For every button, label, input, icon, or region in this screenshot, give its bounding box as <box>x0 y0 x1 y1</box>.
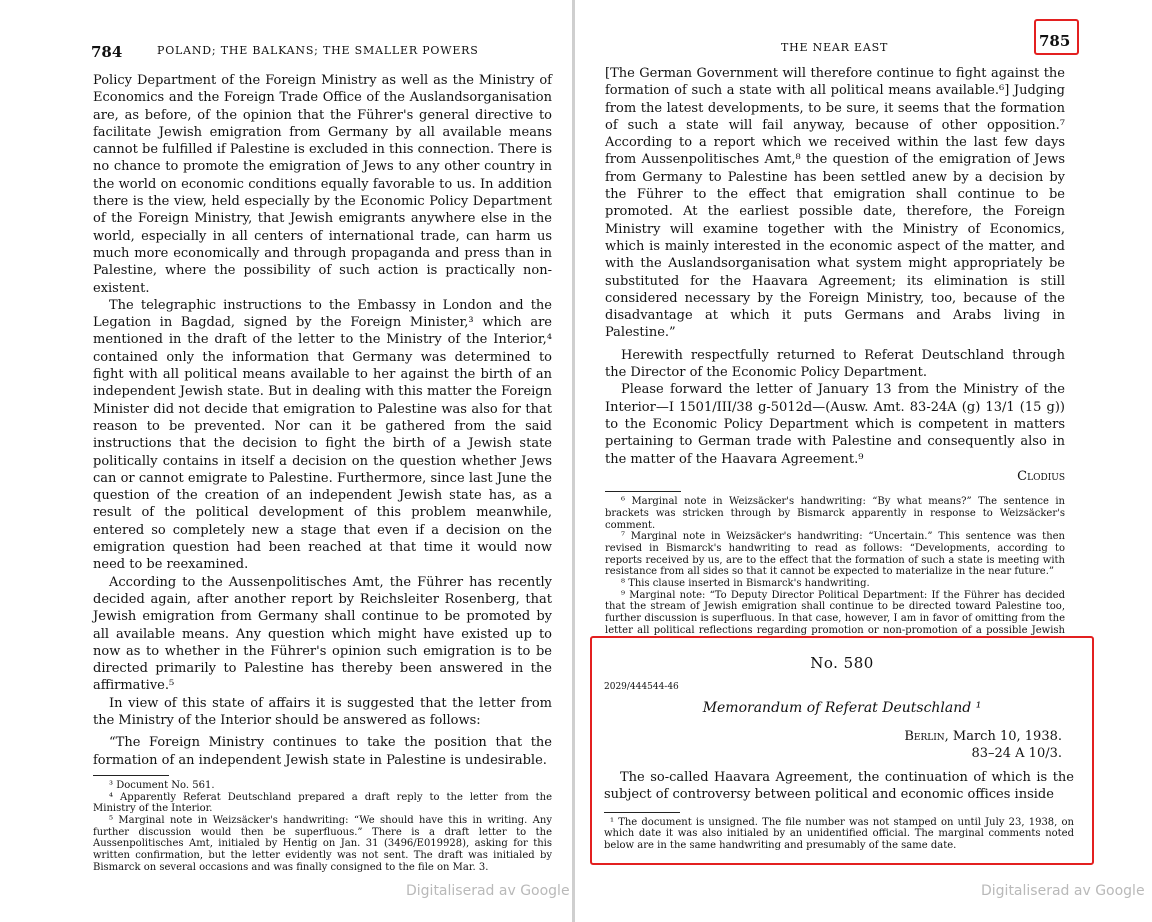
paragraph: Herewith respectfully returned to Referat Deutschland through the Director of the Economic Policy Department. <box>605 347 1065 381</box>
footnote: ⁸ This clause inserted in Bismarck's handwriting. <box>621 578 870 590</box>
file-number: 2029/444544-46 <box>604 682 679 692</box>
paragraph: “The Foreign Ministry continues to take the position that the formation of an independent Jewish state in Palestine is undesirable. <box>93 735 552 768</box>
page-number-highlight <box>1034 19 1079 55</box>
paragraph: [The German Government will therefore continue to fight against the formation of such a state with all political means available.⁶] Judging from the latest developments, to be sure, it seems that the formation of such a state will fail anyway, because of other opposition.⁷ According to a report which we received within the last few days from Aussenpolitisches Amt,⁸ the question of the emigration of Jews from Germany to Palestine has been settled anew by a decision by the Führer to the effect that emigration shall continue to be promoted. At the earliest possible date, therefore, the Foreign Ministry will examine together with the Ministry of Economics, which is mainly interested in the economic aspect of the matter, and with the Auslandsorganisation what system might appropriately be substituted for the Haavara Agreement; its elimination is still considered necessary by the Foreign Ministry, too, because of the disadvantage at which it puts Germans and Arabs living in Palestine.” <box>605 66 1065 341</box>
footnote: ⁹ Marginal note: “To Deputy Director Political Department: If the Führer has decided that the stream of Jewish emigration shall continue to be directed toward Palestine too, further discussion is superfluous. In that case, however, I am in favor of omitting from the letter all political reflections regarding promotion or non-promotion of a possible Jewish <box>605 589 1065 636</box>
right-text-column <box>605 65 1065 672</box>
paragraph: Please forward the letter of January 13 from the Ministry of the Interior—I 1501/III/38 g-5012d—(Ausw. Amt. 83-24A (g) 13/1 (15 g)) to the Economic Policy Department which is competent in matters pertaining to German trade with Palestine and consequently also in the matter of the Haavara Agreement.⁹ <box>605 382 1065 467</box>
footnote-rule <box>604 812 680 813</box>
running-head-left: POLAND; THE BALKANS; THE SMALLER POWERS <box>157 44 479 57</box>
footnote-rule <box>605 491 681 492</box>
watermark-right: Digitaliserad av Google <box>981 883 1145 899</box>
watermark-left: Digitaliserad av Google <box>406 883 570 899</box>
footnote: ³ Document No. 561. <box>109 779 215 791</box>
document-title: No. 580 <box>810 654 874 672</box>
left-text-column <box>93 72 552 874</box>
document-body: The so-called Haavara Agreement, the continuation of which is the subject of controversy between political and economic offices inside <box>604 770 1074 803</box>
document-subtitle: Memorandum of Referat Deutschland ¹ <box>702 700 982 716</box>
paragraph: Policy Department of the Foreign Ministry as well as the Ministry of Economics and the Foreign Trade Office of the Auslandsorganisation are, as before, of the opinion that the Führer's general directive to facilitate Jewish emigration from Germany by all available means cannot be fulfilled if Palestine is excluded in this connection. There is no chance to promote the emigration of Jews to any other country in the world on economic conditions equally favorable to us. In addition there is the view, held especially by the Economic Policy Department of the Foreign Ministry, that Jewish emigrants anywhere else in the world, especially in all centers of international trade, can harm us much more economically and through propaganda and press than in Palestine, where the possibility of such action is practically non-existent. <box>93 73 552 296</box>
running-head-right: THE NEAR EAST <box>781 41 889 54</box>
footnote: ⁴ Apparently Referat Deutschland prepared a draft reply to the letter from the Ministry of the Interior. <box>93 791 552 815</box>
left-page <box>0 0 572 922</box>
reference-number: 83–24 A 10/3. <box>971 746 1062 761</box>
signature: Clodius <box>1017 468 1065 484</box>
page-number-right: 785 <box>1039 32 1071 50</box>
document-580-highlight <box>590 636 1094 865</box>
dateline-date: , March 10, 1938. <box>944 729 1062 744</box>
paragraph: The telegraphic instructions to the Embassy in London and the Legation in Bagdad, signed by the Foreign Minister,³ which are mentioned in the draft of the letter to the Ministry of the Interior,⁴ contained only the information that Germany was determined to fight with all political means available to her against the birth of an independent Jewish state. But in dealing with this matter the Foreign Minister did not decide that emigration to Palestine was also for that reason to be prevented. Nor can it be gathered from the said instructions that the decision to fight the birth of a Jewish state politically contains in itself a decision on the question whether Jews can or cannot emigrate to Palestine. Furthermore, since last June the question of the creation of an independent Jewish state has, as a result of the political development of this problem meanwhile, entered so completely new a stage that even if a decision on the emigration question had been reached at that time it would now need to be reexamined. <box>93 297 552 573</box>
paragraph: In view of this state of affairs it is suggested that the letter from the Ministry of the Interior should be answered as follows: <box>93 695 552 728</box>
footnote: ⁵ Marginal note in Weizsäcker's handwriting: “We should have this in writing. Any further discussion would then be superfluous.” There is a draft letter to the Aussenpolitisches Amt, initialed by Hentig on Jan. 31 (3496/E019928), asking for this written confirmation, but the letter evidently was not sent. The draft was initialed by Bismarck on several occasions and was finally consigned to the file on Mar. 3. <box>93 814 552 873</box>
footnote: ⁷ Marginal note in Weizsäcker's handwriting: “Uncertain.” This sentence was then revised in Bismarck's handwriting to read as follows: “Developments, according to reports received by us, are to the effect that the formation of such a state is meeting with resistance from all sides so that it cannot be expected to materialize in the near future.” <box>605 531 1065 578</box>
dateline-place: Berlin <box>904 729 945 744</box>
page-number-left: 784 <box>91 43 123 61</box>
paragraph: According to the Aussenpolitisches Amt, the Führer has recently decided again, after another report by Reichsleiter Rosenberg, that Jewish emigration from Germany shall continue to be promoted by all available means. Any question which might have existed up to now as to whether in the Führer's opinion such emigration is to be directed primarily to Palestine has thereby been answered in the affirmative.⁵ <box>93 574 552 694</box>
document-footnote: ¹ The document is unsigned. The file number was not stamped on until July 23, 1938, on which date it was also initialed by an unidentified official. The marginal comments noted below are in the same handwriting and presumably of the same date. <box>604 816 1074 851</box>
dateline <box>592 728 1062 762</box>
footnote-rule <box>93 775 169 776</box>
footnote: ⁶ Marginal note in Weizsäcker's handwriting: “By what means?” The sentence in brackets was stricken through by Bismarck apparently in response to Weizsäcker's comment. <box>605 496 1065 531</box>
